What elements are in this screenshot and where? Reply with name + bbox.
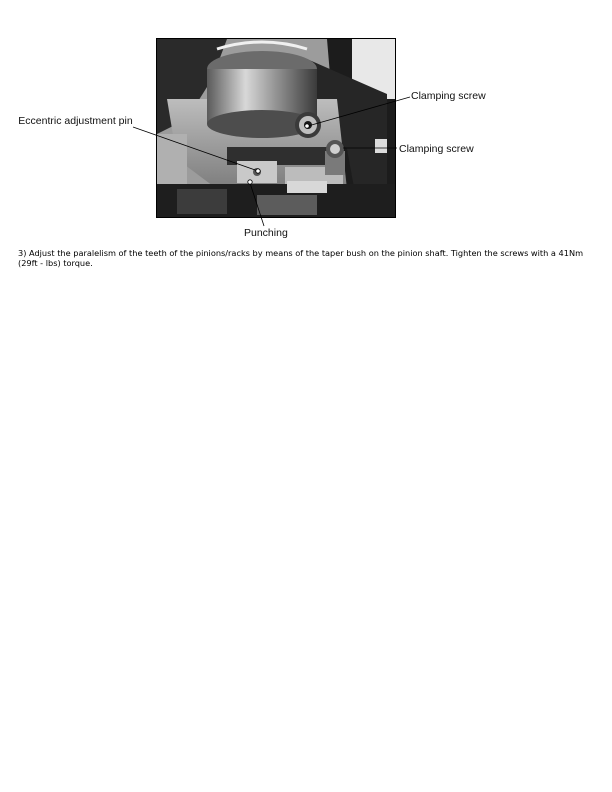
punching-label: Punching	[244, 227, 288, 239]
eccentric-pin-label: Eccentric adjustment pin	[18, 115, 133, 127]
machine-photo	[156, 38, 396, 218]
figure	[0, 0, 612, 250]
clamping-screw-side-label: Clamping screw	[399, 143, 474, 155]
instruction-paragraph: 3) Adjust the paralelism of the teeth of the pinions/racks by means of the taper bush on the pinion shaft. Tighten the screws with a 41Nm (29ft - lbs) torque.	[18, 248, 584, 268]
clamping-screw-top-label: Clamping screw	[411, 90, 486, 102]
